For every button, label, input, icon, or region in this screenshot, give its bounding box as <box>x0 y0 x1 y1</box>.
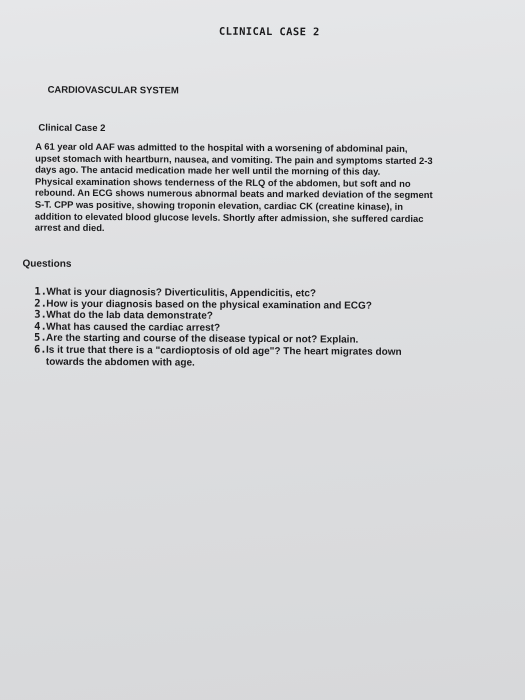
question-line: How is your diagnosis based on the physical examination and ECG? <box>46 298 372 312</box>
case-label: Clinical Case 2 <box>38 122 106 135</box>
question-number: 6. <box>33 343 47 356</box>
case-line: A 61 year old AAF was admitted to the hospital with a worsening of abdominal pain, <box>35 140 408 154</box>
question-text <box>46 310 213 323</box>
question-number: 2. <box>34 297 47 310</box>
questions-heading: Questions <box>22 258 72 270</box>
question-text <box>46 345 402 370</box>
question-number: 3. <box>34 308 47 321</box>
section-heading-system: CARDIOVASCULAR SYSTEM <box>47 84 179 97</box>
case-line: Physical examination shows tenderness of the RLQ of the abdomen, but soft and no <box>34 175 411 189</box>
case-line: S-T. CPP was positive, showing troponin elevation, cardiac CK (creatine kinase), in <box>34 198 404 212</box>
question-line: Is it true that there is a "cardioptosis of old age"? The heart migrates down <box>45 344 402 358</box>
questions-list <box>34 287 402 370</box>
question-line: What is your diagnosis? Diverticulitis, Appendicitis, etc? <box>46 286 317 300</box>
question-number: 1. <box>34 285 48 298</box>
question-number: 5. <box>34 331 47 345</box>
case-description <box>35 141 516 237</box>
question-line: Are the starting and course of the disease typical or not? Explain. <box>46 333 359 346</box>
question-number: 4. <box>34 320 47 333</box>
page-title: CLINICAL CASE 2 <box>218 25 320 39</box>
question-line: towards the abdomen with age. <box>45 356 195 369</box>
question-text <box>46 321 220 334</box>
question-line: What do the lab data demonstrate? <box>46 309 213 322</box>
case-line: arrest and died. <box>34 221 105 234</box>
case-line: upset stomach with heartburn, nausea, and vomiting. The pain and symptoms started 2-3 <box>35 152 433 166</box>
case-line: addition to elevated blood glucose levels. Shortly after admission, she suffered cardiac <box>34 210 424 224</box>
case-line: rebound. An ECG shows numerous abnormal beats and marked deviation of the segment <box>34 186 433 201</box>
question-item <box>34 345 402 370</box>
case-line: days ago. The antacid medication made her well until the morning of this day. <box>35 163 381 177</box>
question-line: What has caused the cardiac arrest? <box>46 321 221 334</box>
